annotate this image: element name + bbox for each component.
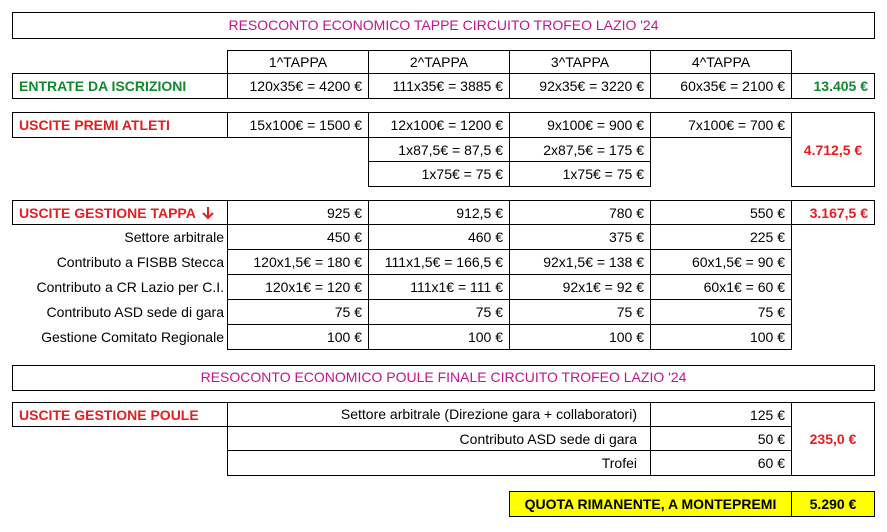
header-tappa-2: 2^TAPPA xyxy=(368,50,510,74)
quota-value: 5.290 € xyxy=(791,491,875,517)
gestione-row-label: Gestione Comitato Regionale xyxy=(41,329,224,345)
gestione-total-2: 912,5 € xyxy=(368,200,510,225)
poule-value: 125 € xyxy=(650,402,792,427)
gestione-label: USCITE GESTIONE TAPPA xyxy=(12,200,228,225)
entrate-total: 13.405 € xyxy=(791,73,875,99)
header-tappa-4: 4^TAPPA xyxy=(650,50,792,74)
gestione-cell: 100 € xyxy=(650,324,792,350)
gestione-cell: 225 € xyxy=(650,224,792,250)
premi-row1-3: 9x100€ = 900 € xyxy=(509,112,651,138)
poule-row-label: Contributo ASD sede di gara xyxy=(459,431,637,447)
entrate-value-2: 111x35€ = 3885 € xyxy=(368,73,510,99)
gestione-cell: 460 € xyxy=(368,224,510,250)
premi-row3-2: 1x75€ = 75 € xyxy=(368,161,510,187)
gestione-row-label: Settore arbitrale xyxy=(124,229,224,245)
premi-row3-3: 1x75€ = 75 € xyxy=(509,161,651,187)
gestione-cell: 92x1€ = 92 € xyxy=(509,274,651,300)
header-tappa-1: 1^TAPPA xyxy=(227,50,369,74)
premi-row1-2: 12x100€ = 1200 € xyxy=(368,112,510,138)
poule-label: USCITE GESTIONE POULE xyxy=(12,402,228,427)
gestione-cell: 120x1,5€ = 180 € xyxy=(227,249,369,275)
premi-row2-3: 2x87,5€ = 175 € xyxy=(509,137,651,162)
entrate-value-1: 120x35€ = 4200 € xyxy=(227,73,369,99)
entrate-value-4: 60x35€ = 2100 € xyxy=(650,73,792,99)
gestione-total-1: 925 € xyxy=(227,200,369,225)
title-poule: RESOCONTO ECONOMICO POULE FINALE CIRCUITO TROFEO LAZIO '24 xyxy=(200,369,687,385)
gestione-cell: 100 € xyxy=(368,324,510,350)
premi-row1-1: 15x100€ = 1500 € xyxy=(227,112,369,138)
gestione-cell: 450 € xyxy=(227,224,369,250)
gestione-row-label: Contributo ASD sede di gara xyxy=(46,304,224,320)
gestione-cell: 75 € xyxy=(650,299,792,325)
gestione-cell: 75 € xyxy=(509,299,651,325)
premi-total: 4.712,5 € xyxy=(791,112,875,187)
entrate-label: ENTRATE DA ISCRIZIONI xyxy=(12,73,228,99)
poule-row-label: Settore arbitrale (Direzione gara + collaboratori) xyxy=(340,406,637,422)
poule-value: 50 € xyxy=(650,426,792,451)
gestione-cell: 100 € xyxy=(509,324,651,350)
gestione-row-label: Contributo a CR Lazio per C.I. xyxy=(36,279,224,295)
poule-total: 235,0 € xyxy=(791,402,875,476)
premi-row2-2: 1x87,5€ = 87,5 € xyxy=(368,137,510,162)
gestione-cell: 100 € xyxy=(227,324,369,350)
down-arrow-icon xyxy=(202,206,214,220)
gestione-row-label: Contributo a FISBB Stecca xyxy=(56,254,224,270)
gestione-cell: 60x1,5€ = 90 € xyxy=(650,249,792,275)
premi-label: USCITE PREMI ATLETI xyxy=(12,112,228,138)
gestione-cell: 111x1,5€ = 166,5 € xyxy=(368,249,510,275)
gestione-cell: 75 € xyxy=(368,299,510,325)
gestione-cell: 375 € xyxy=(509,224,651,250)
gestione-cell: 111x1€ = 111 € xyxy=(368,274,510,300)
gestione-cell: 92x1,5€ = 138 € xyxy=(509,249,651,275)
poule-value: 60 € xyxy=(650,450,792,476)
gestione-cell: 75 € xyxy=(227,299,369,325)
entrate-value-3: 92x35€ = 3220 € xyxy=(509,73,651,99)
premi-row1-4: 7x100€ = 700 € xyxy=(650,112,792,138)
gestione-cell: 60x1€ = 60 € xyxy=(650,274,792,300)
poule-row-label: Trofei xyxy=(601,455,637,471)
gestione-total: 3.167,5 € xyxy=(791,200,875,225)
gestione-cell: 120x1€ = 120 € xyxy=(227,274,369,300)
header-tappa-3: 3^TAPPA xyxy=(509,50,651,74)
quota-label: QUOTA RIMANENTE, A MONTEPREMI xyxy=(509,491,792,517)
gestione-total-4: 550 € xyxy=(650,200,792,225)
title-tappe: RESOCONTO ECONOMICO TAPPE CIRCUITO TROFEO LAZIO '24 xyxy=(228,17,659,33)
gestione-total-3: 780 € xyxy=(509,200,651,225)
